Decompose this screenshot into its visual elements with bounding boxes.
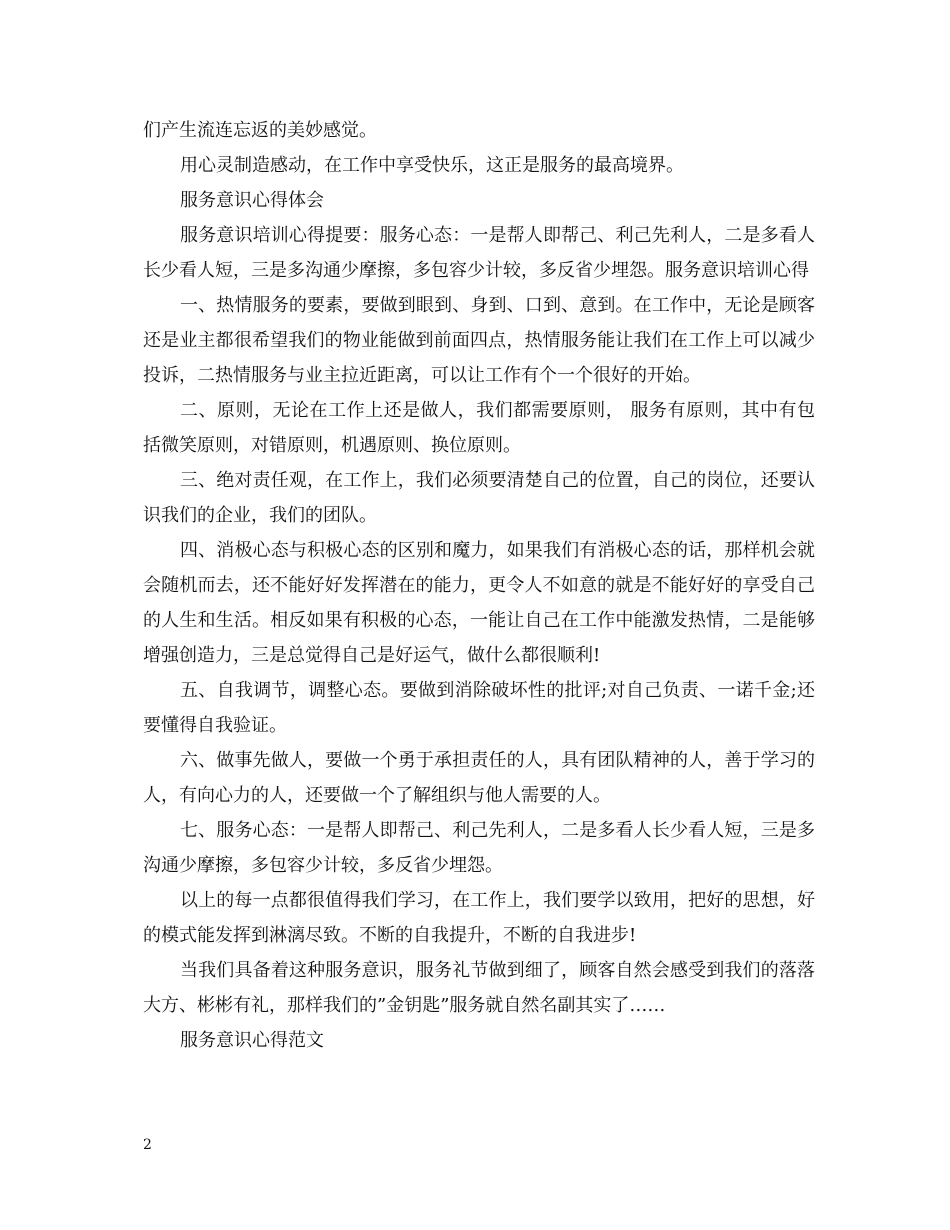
paragraph: 七、服务心态：一是帮人即帮己、利己先利人，二是多看人长少看人短，三是多沟通少摩擦，多包容少计较，多反省少埋怨。: [143, 820, 815, 876]
paragraph: 五、自我调节，调整心态。要做到消除破坏性的批评;对自己负责、一诺千金;还要懂得自我验证。: [143, 680, 815, 736]
section-heading: 服务意识心得体会: [180, 190, 324, 211]
document-body: [143, 113, 815, 1058]
paragraph: 以上的每一点都很值得我们学习，在工作上，我们要学以致用，把好的思想，好的模式能发挥到淋漓尽致。不断的自我提升，不断的自我进步!: [143, 890, 815, 946]
page-number: 2: [143, 1137, 152, 1153]
paragraph: 们产生流连忘返的美妙感觉。: [143, 120, 377, 141]
paragraph: 六、做事先做人，要做一个勇于承担责任的人，具有团队精神的人，善于学习的人，有向心力的人，还要做一个了解组织与他人需要的人。: [143, 750, 815, 806]
paragraph: 一、热情服务的要素，要做到眼到、身到、口到、意到。在工作中，无论是顾客还是业主都很希望我们的物业能做到前面四点，热情服务能让我们在工作上可以减少投诉，二热情服务与业主拉近距离，可以让工作有个一个很好的开始。: [143, 295, 815, 386]
paragraph: 三、绝对责任观，在工作上，我们必须要清楚自己的位置，自己的岗位，还要认识我们的企业，我们的团队。: [143, 470, 815, 526]
paragraph: 用心灵制造感动，在工作中享受快乐，这正是服务的最高境界。: [180, 155, 684, 176]
section-heading: 服务意识心得范文: [180, 1030, 324, 1051]
paragraph: 服务意识培训心得提要：服务心态：一是帮人即帮己、利己先利人，二是多看人长少看人短，三是多沟通少摩擦，多包容少计较，多反省少埋怨。服务意识培训心得: [143, 225, 815, 281]
paragraph: 四、消极心态与积极心态的区别和魔力，如果我们有消极心态的话，那样机会就会随机而去，还不能好好发挥潜在的能力，更令人不如意的就是不能好好的享受自己的人生和生活。相反如果有积极的心态，一能让自己在工作中能激发热情，二是能够增强创造力，三是总觉得自己是好运气，做什么都很顺利!: [143, 540, 815, 666]
paragraph: 当我们具备着这种服务意识，服务礼节做到细了，顾客自然会感受到我们的落落大方、彬彬有礼，那样我们的”金钥匙”服务就自然名副其实了……: [143, 960, 815, 1016]
paragraph: 二、原则，无论在工作上还是做人，我们都需要原则， 服务有原则，其中有包括微笑原则，对错原则，机遇原则、换位原则。: [143, 400, 815, 456]
